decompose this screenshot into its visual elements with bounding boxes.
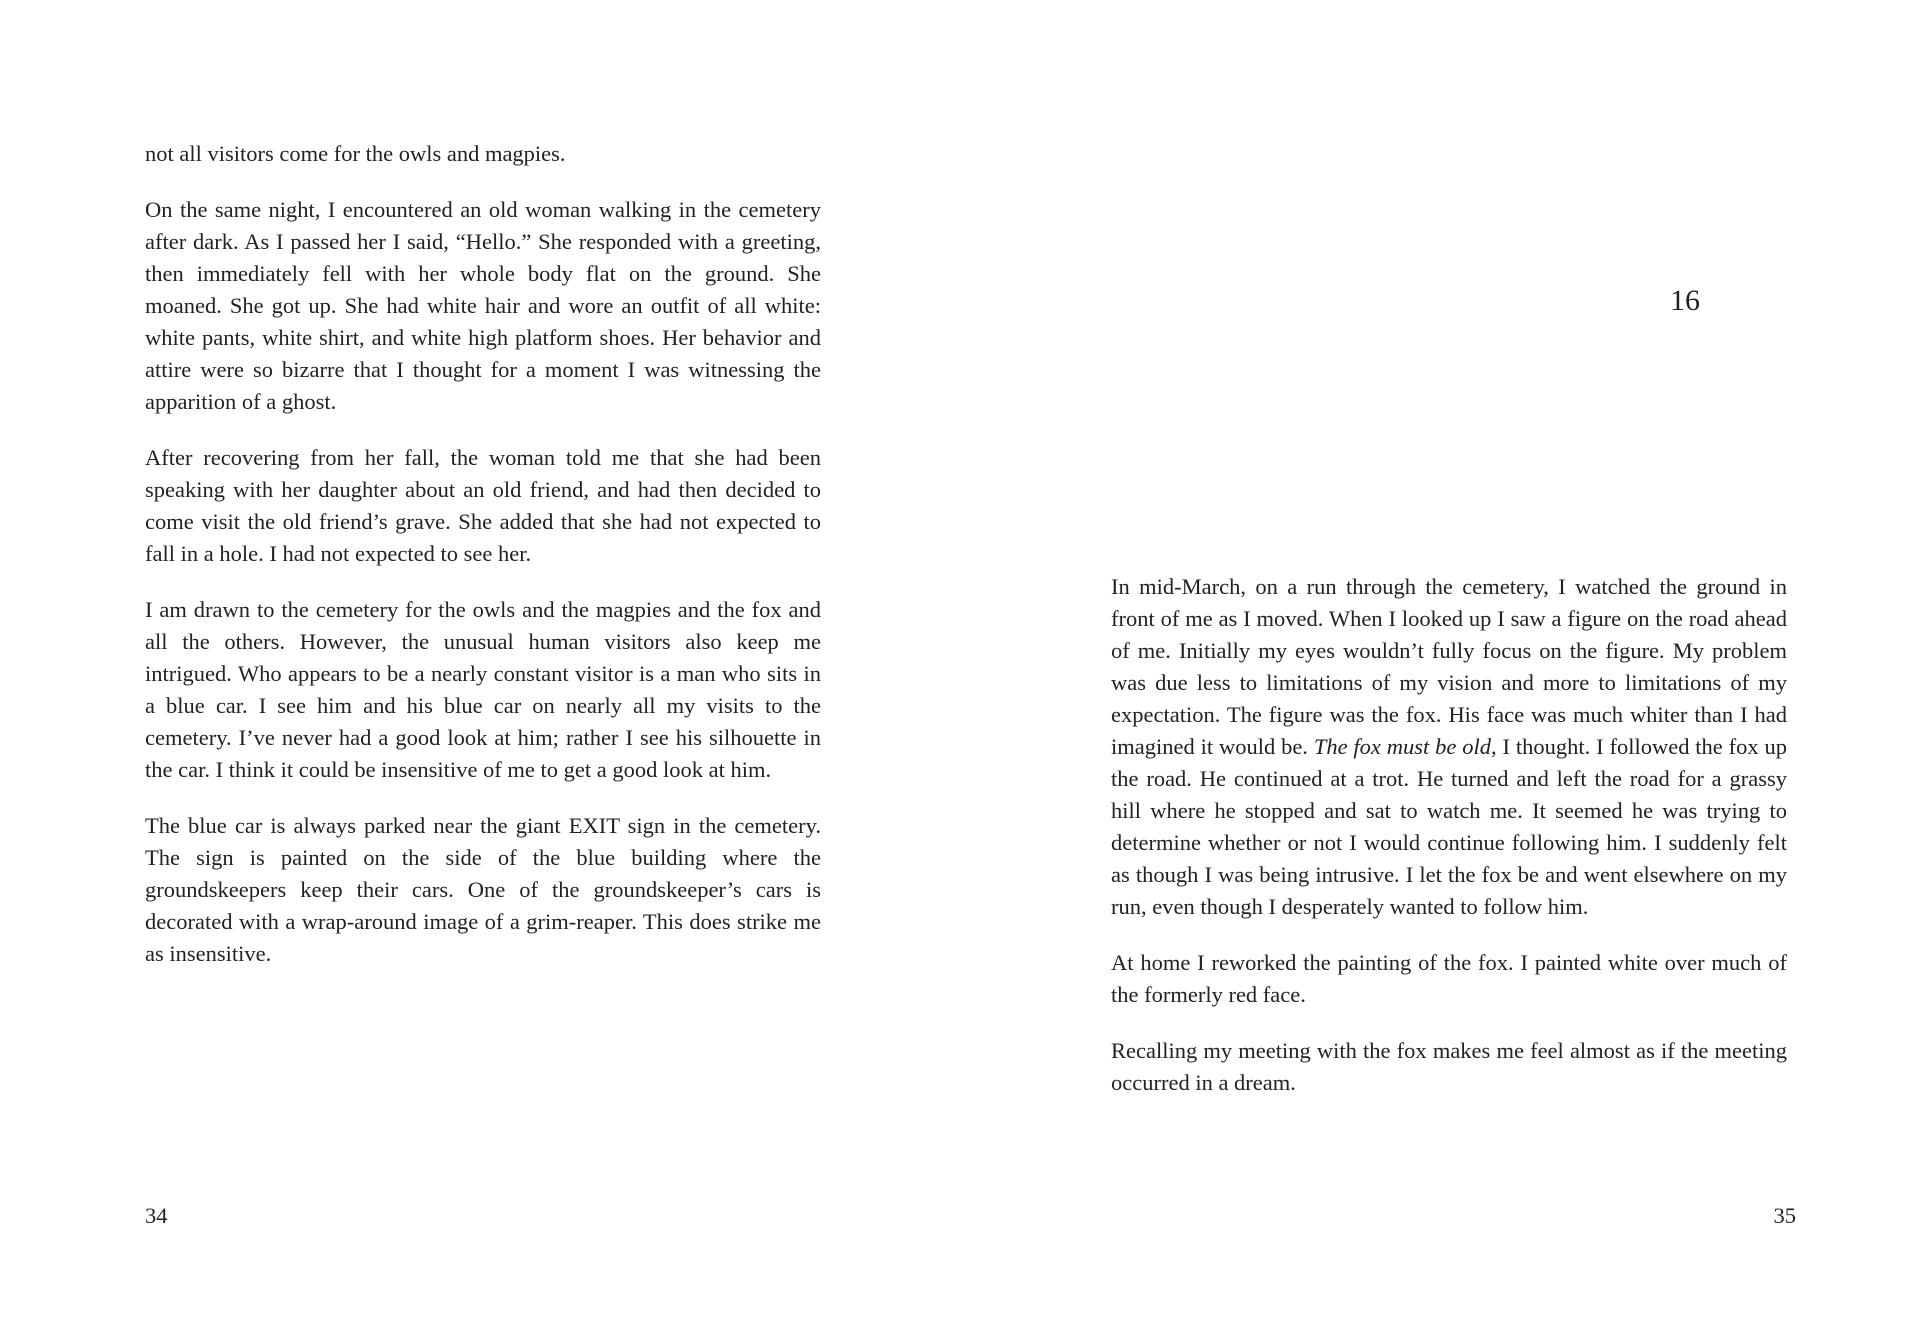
left-page-body bbox=[145, 138, 821, 994]
paragraph: I am drawn to the cemetery for the owls and the magpies and the fox and all the others. However, the unusual human visitors also keep me intrigued. Who appears to be a nearly constant visitor is a man who sits in a blue car. I see him and his blue car on nearly all my visits to the cemetery. I’ve never had a good look at him; rather I see his silhouette in the car. I think it could be insensitive of me to get a good look at him. bbox=[145, 597, 821, 782]
paragraph: not all visitors come for the owls and magpies. bbox=[145, 141, 566, 166]
paragraph: The blue car is always parked near the giant EXIT sign in the cemetery. The sign is painted on the side of the blue building where the groundskeepers keep their cars. One of the groundskeeper’s cars is decorated with a wrap-around image of a grim-reaper. This does strike me as insensitive. bbox=[145, 813, 821, 966]
paragraph: At home I reworked the painting of the fox. I painted white over much of the formerly red face. bbox=[1111, 950, 1787, 1007]
right-page-body bbox=[1111, 571, 1787, 1123]
page-number-right: 35 bbox=[1773, 1203, 1796, 1228]
paragraph: Recalling my meeting with the fox makes me feel almost as if the meeting occurred in a dream. bbox=[1111, 1038, 1787, 1095]
page-number-left: 34 bbox=[145, 1203, 168, 1228]
italic-thought: The fox must be old bbox=[1313, 734, 1492, 759]
chapter-number: 16 bbox=[1670, 284, 1700, 317]
paragraph bbox=[1111, 571, 1787, 923]
paragraph-text: , I thought. I followed the fox up the road. He continued at a trot. He turned and left the road for a grassy hill where he stopped and sat to watch me. It seemed he was trying to determine whether or not I would continue following him. I suddenly felt as though I was being intrusive. I let the fox be and went elsewhere on my run, even though I desperately wanted to follow him. bbox=[1111, 734, 1788, 919]
paragraph: After recovering from her fall, the woman told me that she had been speaking with her daughter about an old friend, and had then decided to come visit the old friend’s grave. She added that she had not expected to fall in a hole. I had not expected to see her. bbox=[145, 445, 821, 566]
paragraph-text: In mid-March, on a run through the cemetery, I watched the ground in front of me as I moved. When I looked up I saw a figure on the road ahead of me. Initially my eyes wouldn’t fully focus on the figure. My problem was due less to limitations of my vision and more to limitations of my expectation. The figure was the fox. His face was much whiter than I had imagined it would be. bbox=[1111, 574, 1787, 759]
right-page bbox=[960, 0, 1920, 1344]
paragraph: On the same night, I encountered an old woman walking in the cemetery after dark. As I passed her I said, “Hello.” She responded with a greeting, then immediately fell with her whole body flat on the ground. She moaned. She got up. She had white hair and wore an outfit of all white: white pants, white shirt, and white high platform shoes. Her behavior and attire were so bizarre that I thought for a moment I was witnessing the apparition of a ghost. bbox=[145, 197, 821, 414]
